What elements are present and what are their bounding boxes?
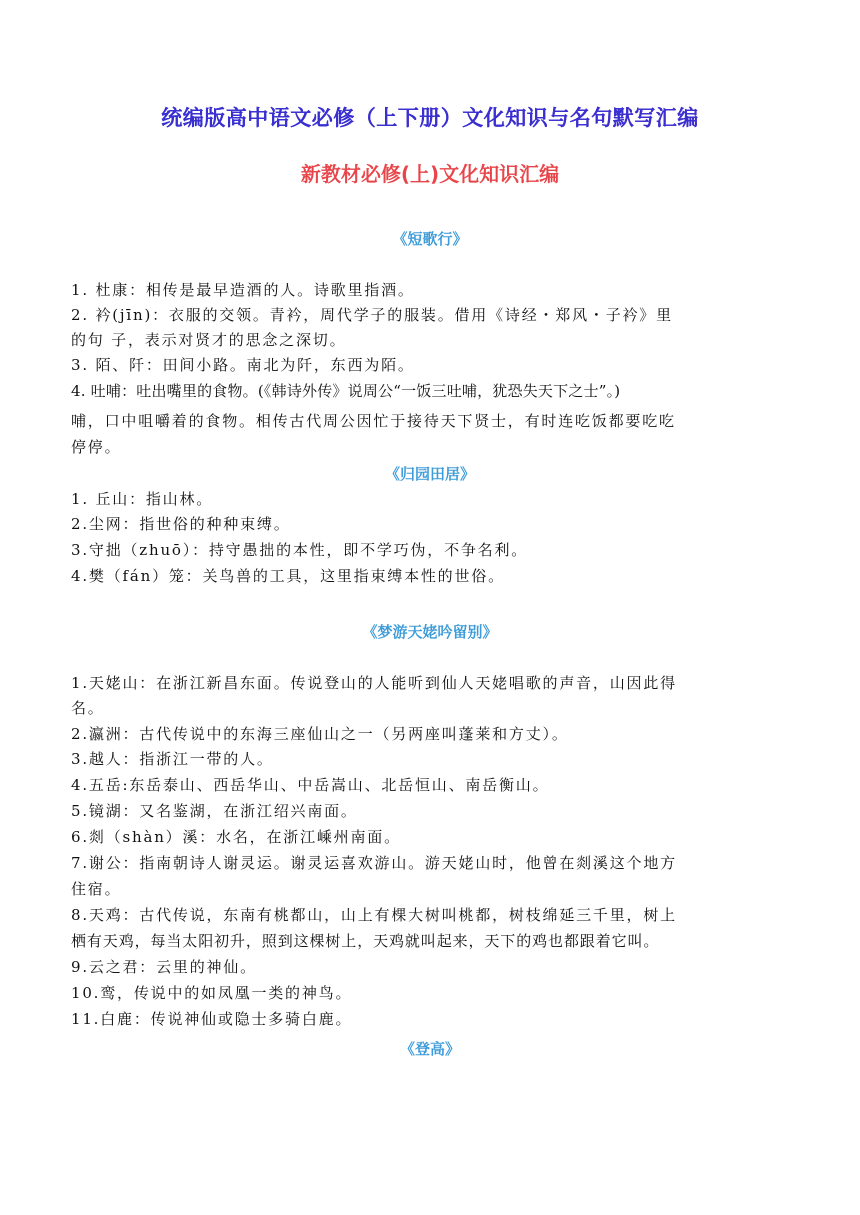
section-heading: 《短歌行》: [392, 230, 468, 248]
text-line: 3. 陌、阡：田间小路。南北为阡，东西为陌。: [71, 356, 415, 374]
text-line: 3.越人：指浙江一带的人。: [71, 750, 274, 768]
text-line: 4. 吐哺：吐出嘴里的食物。(《韩诗外传》说周公“一饭三吐哺，犹恐失天下之士”。): [71, 382, 621, 400]
section-heading: 《梦游天姥吟留别》: [362, 623, 498, 641]
text-line: 9.云之君：云里的神仙。: [71, 958, 257, 976]
text-line: 2. 衿(jīn)：衣服的交领。青衿，周代学子的服装。借用《诗经・郑风・子衿》里: [71, 306, 673, 324]
text-line: 4.五岳:东岳泰山、西岳华山、中岳嵩山、北岳恒山、南岳衡山。: [71, 776, 550, 794]
text-line: 哺，口中咀嚼着的食物。相传古代周公因忙于接待天下贤士，有时连吃饭都要吃吃: [71, 412, 676, 430]
text-line: 5.镜湖：又名鉴湖，在浙江绍兴南面。: [71, 802, 358, 820]
text-line: 7.谢公：指南朝诗人谢灵运。谢灵运喜欢游山。游天姥山时，他曾在剡溪这个地方: [71, 854, 677, 872]
text-line: 1.天姥山：在浙江新昌东面。传说登山的人能听到仙人天姥唱歌的声音，山因此得: [71, 674, 677, 692]
text-line: 6.剡（shàn）溪：水名，在浙江嵊州南面。: [71, 828, 401, 846]
text-line: 栖有天鸡，每当太阳初升，照到这棵树上，天鸡就叫起来，天下的鸡也都跟着它叫。: [71, 932, 660, 950]
page-title: 统编版高中语文必修（上下册）文化知识与名句默写汇编: [161, 106, 699, 130]
text-line: 1. 丘山：指山林。: [71, 490, 214, 508]
text-line: 2.瀛洲：古代传说中的东海三座仙山之一（另两座叫蓬莱和方丈）。: [71, 725, 569, 743]
text-line: 1. 杜康：相传是最早造酒的人。诗歌里指酒。: [71, 281, 415, 299]
section-heading: 《登高》: [399, 1040, 460, 1058]
text-line: 2.尘网：指世俗的种种束缚。: [71, 515, 291, 533]
text-line: 的句 子，表示对贤才的思念之深切。: [71, 331, 347, 349]
text-line: 11.白鹿：传说神仙或隐士多骑白鹿。: [71, 1010, 353, 1028]
text-line: 3.守拙（zhuō）：持守愚拙的本性，即不学巧伪，不争名利。: [71, 541, 529, 559]
text-line: 停停。: [71, 438, 122, 456]
page-subtitle: 新教材必修(上)文化知识汇编: [300, 162, 560, 186]
text-line: 住宿。: [71, 880, 122, 898]
text-line: 4.樊（fán）笼：关鸟兽的工具，这里指束缚本性的世俗。: [71, 567, 505, 585]
section-heading: 《归园田居》: [384, 465, 475, 483]
text-line: 8.天鸡：古代传说，东南有桃都山，山上有棵大树叫桃都，树枝绵延三千里，树上: [71, 906, 677, 924]
text-line: 名。: [71, 699, 105, 717]
text-line: 10.鸾，传说中的如凤凰一类的神鸟。: [71, 984, 353, 1002]
